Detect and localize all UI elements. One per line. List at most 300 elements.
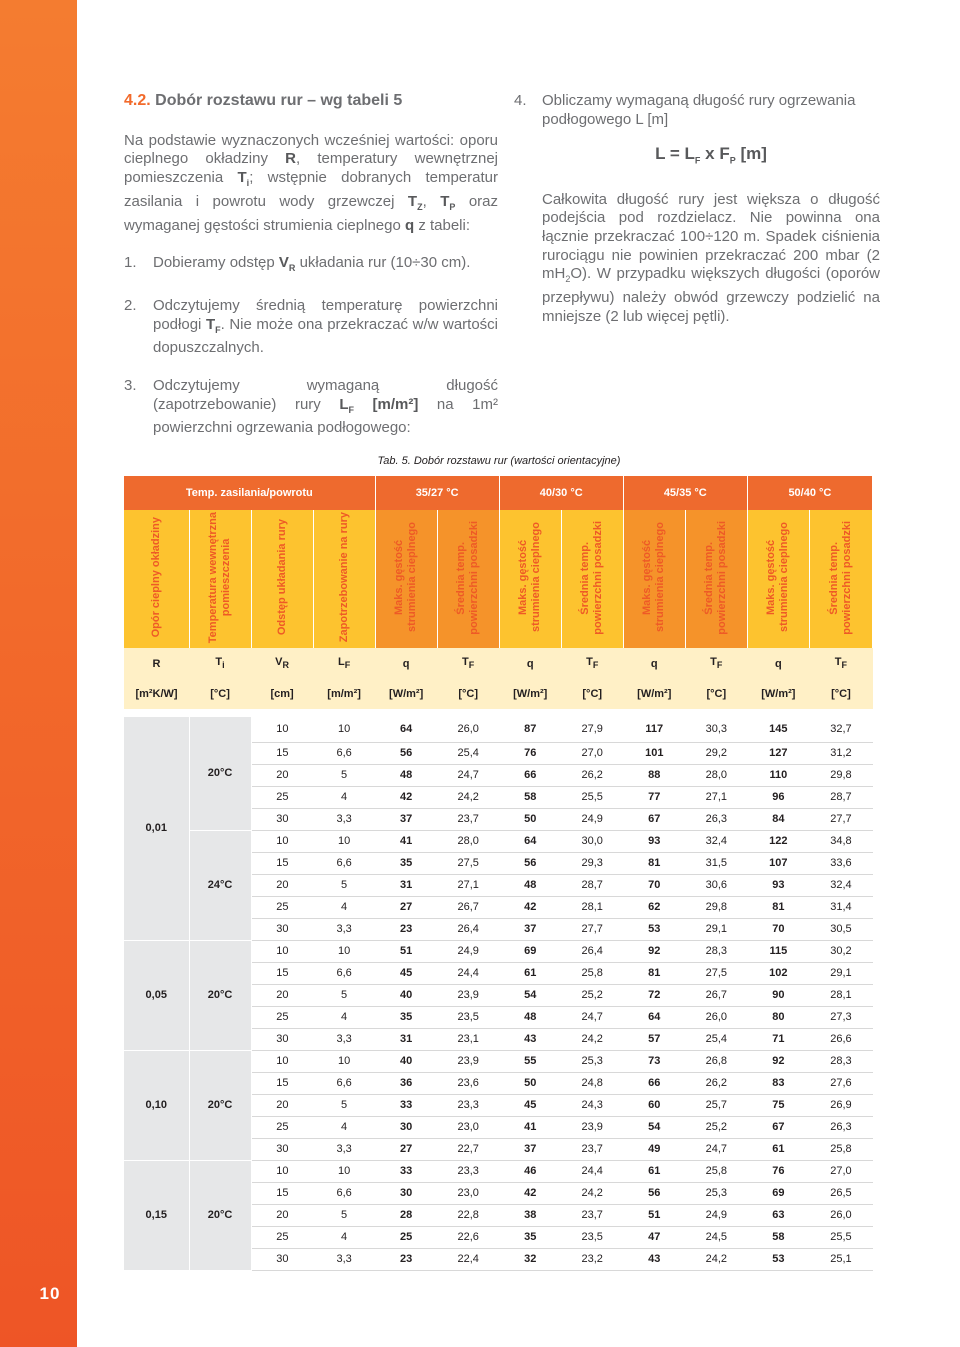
data-cell: 25	[375, 1226, 437, 1248]
resistance-group-cell: 0,01	[124, 717, 189, 940]
data-cell: 6,6	[313, 1072, 375, 1094]
symbol-cell: q	[375, 648, 437, 679]
data-cell: 23,0	[437, 1116, 499, 1138]
data-cell: 56	[499, 852, 561, 874]
data-cell: 25	[251, 1116, 313, 1138]
data-cell: 26,0	[809, 1204, 872, 1226]
data-cell: 22,8	[437, 1204, 499, 1226]
data-cell: 61	[747, 1138, 809, 1160]
data-cell: 10	[251, 1160, 313, 1182]
data-cell: 26,2	[561, 764, 623, 786]
length-formula: $L = L_F$ x $F_P$ [m]	[655, 144, 767, 166]
data-cell: 61	[623, 1160, 685, 1182]
section-title	[124, 92, 498, 111]
data-cell: 26,6	[809, 1028, 872, 1050]
resistance-group-cell: 0,15	[124, 1160, 189, 1270]
data-cell: 42	[375, 786, 437, 808]
header-temp-regime: 35/27 °C	[375, 476, 499, 510]
data-cell: 122	[747, 830, 809, 852]
unit-cell: [W/m²]	[375, 679, 437, 709]
data-cell: 32,7	[809, 717, 872, 742]
symbol-cell: R	[124, 648, 189, 679]
data-cell: 72	[623, 984, 685, 1006]
data-cell: 20	[251, 1204, 313, 1226]
data-cell: 27,1	[437, 874, 499, 896]
data-cell: 32,4	[809, 874, 872, 896]
symbol-cell: q	[747, 648, 809, 679]
data-cell: 25	[251, 786, 313, 808]
unit-cell: [°C]	[437, 679, 499, 709]
data-cell: 28,1	[809, 984, 872, 1006]
data-cell: 23,3	[437, 1094, 499, 1116]
data-cell: 96	[747, 786, 809, 808]
data-cell: 127	[747, 742, 809, 764]
data-cell: 70	[623, 874, 685, 896]
list-item-2: 2. Odczytujemy średnią temperaturę powierzchni podłogi $T_F$. Nie może ona przekraczać w/w wartości dopuszczalnych.	[124, 296, 499, 357]
data-cell: 26,5	[809, 1182, 872, 1204]
data-cell: 47	[623, 1226, 685, 1248]
data-cell: 3,3	[313, 1138, 375, 1160]
column-header-label: Średnia temp. powierzchni posadzki	[455, 520, 481, 635]
data-cell: 23,0	[437, 1182, 499, 1204]
data-cell: 6,6	[313, 1182, 375, 1204]
data-cell: 48	[499, 1006, 561, 1028]
data-cell: 27,5	[437, 852, 499, 874]
data-cell: 76	[499, 742, 561, 764]
data-cell: 28	[375, 1204, 437, 1226]
data-cell: 26,3	[685, 808, 747, 830]
data-cell: 27,7	[809, 808, 872, 830]
data-cell: 48	[499, 874, 561, 896]
data-cell: 3,3	[313, 918, 375, 940]
unit-cell: [cm]	[251, 679, 313, 709]
data-cell: 40	[375, 1050, 437, 1072]
data-cell: 26,4	[437, 918, 499, 940]
data-cell: 46	[499, 1160, 561, 1182]
pipe-spacing-table	[124, 476, 873, 1271]
data-cell: 28,3	[809, 1050, 872, 1072]
data-cell: 53	[747, 1248, 809, 1270]
column-header	[747, 510, 809, 648]
data-cell: 25,1	[809, 1248, 872, 1270]
data-cell: 30	[251, 1248, 313, 1270]
section-title-text: Dobór rozstawu rur – wg tabeli 5	[150, 92, 403, 109]
data-cell: 20	[251, 764, 313, 786]
data-cell: 42	[499, 1182, 561, 1204]
data-cell: 25,4	[437, 742, 499, 764]
data-cell: 101	[623, 742, 685, 764]
data-cell: 10	[251, 940, 313, 962]
data-cell: 23,9	[561, 1116, 623, 1138]
data-cell: 23,5	[561, 1226, 623, 1248]
data-cell: 30	[375, 1116, 437, 1138]
symbol-cell: $L_F$	[313, 648, 375, 679]
data-cell: 15	[251, 852, 313, 874]
table-row	[124, 1160, 873, 1182]
data-cell: 27	[375, 1138, 437, 1160]
data-cell: 145	[747, 717, 809, 742]
data-cell: 30,5	[809, 918, 872, 940]
data-cell: 24,2	[561, 1182, 623, 1204]
data-cell: 40	[375, 984, 437, 1006]
data-cell: 66	[623, 1072, 685, 1094]
data-cell: 115	[747, 940, 809, 962]
data-cell: 25,8	[561, 962, 623, 984]
data-cell: 5	[313, 764, 375, 786]
data-cell: 23,9	[437, 1050, 499, 1072]
data-cell: 4	[313, 896, 375, 918]
data-cell: 29,8	[809, 764, 872, 786]
header-temp-regime: 40/30 °C	[499, 476, 623, 510]
column-header-label: Temperatura wewnętrzna pomieszczenia	[207, 511, 233, 644]
symbol-cell: q	[499, 648, 561, 679]
data-cell: 81	[623, 962, 685, 984]
data-cell: 76	[747, 1160, 809, 1182]
data-cell: 64	[623, 1006, 685, 1028]
column-header	[685, 510, 747, 648]
data-cell: 23	[375, 918, 437, 940]
data-cell: 26,7	[685, 984, 747, 1006]
data-cell: 27,6	[809, 1072, 872, 1094]
unit-cell: [m/m²]	[313, 679, 375, 709]
data-cell: 3,3	[313, 808, 375, 830]
column-header	[124, 510, 189, 648]
data-cell: 4	[313, 786, 375, 808]
data-cell: 29,3	[561, 852, 623, 874]
column-header	[499, 510, 561, 648]
data-cell: 3,3	[313, 1028, 375, 1050]
data-cell: 24,2	[685, 1248, 747, 1270]
section-number: 4.2.	[124, 92, 151, 109]
data-cell: 4	[313, 1006, 375, 1028]
room-temp-group-cell: 20°C	[189, 1160, 251, 1270]
unit-cell: [m²K/W]	[124, 679, 189, 709]
data-cell: 38	[499, 1204, 561, 1226]
data-cell: 24,2	[437, 786, 499, 808]
data-cell: 10	[251, 717, 313, 742]
intro-paragraph: Na podstawie wyznaczonych wcześniej wartości: oporu cieplnego okładziny R, temperatury wewnętrznej pomieszczenia $T_i$; wstępnie dobranych temperatur zasilania i powrotu wody grzewczej $T_Z$, $T_P$ oraz wymaganej gęstości strumienia cieplnego q z tabeli:	[124, 131, 498, 234]
column-header	[189, 510, 251, 648]
data-cell: 92	[747, 1050, 809, 1072]
room-temp-group-cell: 20°C	[189, 717, 251, 830]
data-cell: 117	[623, 717, 685, 742]
data-cell: 58	[499, 786, 561, 808]
data-cell: 10	[313, 940, 375, 962]
data-cell: 23,5	[437, 1006, 499, 1028]
data-cell: 51	[623, 1204, 685, 1226]
data-cell: 25,8	[809, 1138, 872, 1160]
data-cell: 15	[251, 1182, 313, 1204]
unit-cell: [°C]	[685, 679, 747, 709]
data-cell: 28,0	[437, 830, 499, 852]
data-cell: 64	[375, 717, 437, 742]
data-cell: 24,2	[561, 1028, 623, 1050]
data-cell: 4	[313, 1116, 375, 1138]
data-cell: 26,2	[685, 1072, 747, 1094]
column-header-label: Średnia temp. powierzchni posadzki	[703, 520, 729, 635]
data-cell: 37	[499, 918, 561, 940]
symbol-cell: $T_F$	[809, 648, 872, 679]
table-caption: Tab. 5. Dobór rozstawu rur (wartości orientacyjne)	[377, 455, 621, 467]
data-cell: 24,5	[685, 1226, 747, 1248]
data-cell: 25	[251, 1006, 313, 1028]
data-cell: 54	[499, 984, 561, 1006]
data-cell: 67	[623, 808, 685, 830]
data-cell: 24,7	[685, 1138, 747, 1160]
data-cell: 4	[313, 1226, 375, 1248]
data-cell: 31	[375, 874, 437, 896]
data-cell: 27,1	[685, 786, 747, 808]
data-cell: 27,0	[809, 1160, 872, 1182]
data-cell: 58	[747, 1226, 809, 1248]
header-supply-return-label: Temp. zasilania/powrotu	[124, 476, 375, 510]
data-cell: 29,8	[685, 896, 747, 918]
data-cell: 27,7	[561, 918, 623, 940]
column-header	[251, 510, 313, 648]
room-temp-group-cell: 20°C	[189, 940, 251, 1050]
data-cell: 30,0	[561, 830, 623, 852]
data-cell: 6,6	[313, 962, 375, 984]
data-cell: 25,5	[809, 1226, 872, 1248]
list-item-4: 4. Obliczamy wymaganą długość rury ogrzewania podłogowego L [m]	[514, 92, 856, 128]
symbol-cell: q	[623, 648, 685, 679]
data-cell: 26,4	[561, 940, 623, 962]
data-cell: 61	[499, 962, 561, 984]
data-cell: 45	[499, 1094, 561, 1116]
data-cell: 15	[251, 962, 313, 984]
data-cell: 6,6	[313, 852, 375, 874]
data-cell: 5	[313, 1094, 375, 1116]
column-header-label: Odstęp układania rury	[275, 519, 288, 636]
data-cell: 27,3	[809, 1006, 872, 1028]
data-cell: 30	[251, 918, 313, 940]
data-cell: 41	[375, 830, 437, 852]
data-cell: 35	[375, 1006, 437, 1028]
data-cell: 22,4	[437, 1248, 499, 1270]
data-cell: 20	[251, 984, 313, 1006]
data-cell: 35	[375, 852, 437, 874]
table-row	[124, 830, 873, 852]
data-cell: 71	[747, 1028, 809, 1050]
data-cell: 64	[499, 830, 561, 852]
data-cell: 23,2	[561, 1248, 623, 1270]
column-header	[313, 510, 375, 648]
data-cell: 25,8	[685, 1160, 747, 1182]
data-cell: 31	[375, 1028, 437, 1050]
data-cell: 84	[747, 808, 809, 830]
column-header-label: Maks. gęstość strumienia cieplnego	[765, 522, 791, 633]
data-cell: 42	[499, 896, 561, 918]
data-cell: 28,7	[809, 786, 872, 808]
header-temp-regime: 45/35 °C	[623, 476, 747, 510]
data-cell: 50	[499, 808, 561, 830]
data-cell: 30,3	[685, 717, 747, 742]
column-header-label: Maks. gęstość strumienia cieplnego	[641, 522, 667, 633]
data-cell: 43	[623, 1248, 685, 1270]
data-cell: 62	[623, 896, 685, 918]
data-cell: 90	[747, 984, 809, 1006]
unit-cell: [°C]	[189, 679, 251, 709]
data-cell: 20	[251, 1094, 313, 1116]
data-cell: 26,9	[809, 1094, 872, 1116]
column-header-label: Średnia temp. powierzchni posadzki	[579, 520, 605, 635]
data-cell: 29,1	[685, 918, 747, 940]
data-cell: 25,7	[685, 1094, 747, 1116]
column-header-label: Średnia temp. powierzchni posadzki	[827, 520, 853, 635]
data-cell: 25,2	[685, 1116, 747, 1138]
data-cell: 93	[623, 830, 685, 852]
data-cell: 81	[747, 896, 809, 918]
data-cell: 6,6	[313, 742, 375, 764]
data-cell: 24,4	[437, 962, 499, 984]
table-row	[124, 717, 873, 742]
data-cell: 25,5	[561, 786, 623, 808]
data-cell: 25	[251, 896, 313, 918]
data-cell: 23,9	[437, 984, 499, 1006]
data-cell: 27,5	[685, 962, 747, 984]
data-cell: 24,7	[561, 1006, 623, 1028]
data-cell: 49	[623, 1138, 685, 1160]
data-cell: 37	[375, 808, 437, 830]
data-cell: 15	[251, 1072, 313, 1094]
data-cell: 25,2	[561, 984, 623, 1006]
symbol-cell: $V_R$	[251, 648, 313, 679]
data-cell: 24,8	[561, 1072, 623, 1094]
data-cell: 29,2	[685, 742, 747, 764]
data-cell: 73	[623, 1050, 685, 1072]
data-cell: 37	[499, 1138, 561, 1160]
data-cell: 28,7	[561, 874, 623, 896]
data-cell: 25	[251, 1226, 313, 1248]
data-cell: 66	[499, 764, 561, 786]
data-cell: 80	[747, 1006, 809, 1028]
data-cell: 54	[623, 1116, 685, 1138]
data-cell: 77	[623, 786, 685, 808]
column-header-label: Zapotrzebowanie na rury	[337, 512, 350, 643]
data-cell: 28,3	[685, 940, 747, 962]
data-cell: 29,1	[809, 962, 872, 984]
data-cell: 30	[251, 1028, 313, 1050]
data-cell: 33,6	[809, 852, 872, 874]
data-cell: 28,0	[685, 764, 747, 786]
data-cell: 30	[375, 1182, 437, 1204]
data-cell: 81	[623, 852, 685, 874]
page-number: 10	[39, 1284, 61, 1303]
symbol-cell: $T_F$	[437, 648, 499, 679]
data-cell: 24,7	[437, 764, 499, 786]
data-cell: 5	[313, 1204, 375, 1226]
data-cell: 51	[375, 940, 437, 962]
data-cell: 93	[747, 874, 809, 896]
data-cell: 24,9	[561, 808, 623, 830]
data-cell: 27	[375, 896, 437, 918]
data-cell: 23,1	[437, 1028, 499, 1050]
column-header	[375, 510, 437, 648]
unit-cell: [°C]	[809, 679, 872, 709]
spacer-row	[124, 709, 873, 717]
data-cell: 26,7	[437, 896, 499, 918]
data-cell: 5	[313, 874, 375, 896]
unit-cell: [W/m²]	[499, 679, 561, 709]
list-item-1: 1. Dobieramy odstęp $V_R$ układania rur (10÷30 cm).	[124, 254, 471, 274]
left-column	[124, 92, 498, 457]
data-cell: 55	[499, 1050, 561, 1072]
column-header	[623, 510, 685, 648]
column-header	[561, 510, 623, 648]
data-cell: 57	[623, 1028, 685, 1050]
data-cell: 45	[375, 962, 437, 984]
table-row	[124, 940, 873, 962]
data-cell: 34,8	[809, 830, 872, 852]
data-cell: 53	[623, 918, 685, 940]
symbol-cell: $T_F$	[685, 648, 747, 679]
column-header	[809, 510, 872, 648]
data-cell: 30,2	[809, 940, 872, 962]
data-cell: 20	[251, 874, 313, 896]
data-cell: 63	[747, 1204, 809, 1226]
data-cell: 10	[251, 1050, 313, 1072]
right-column	[514, 92, 880, 326]
data-cell: 3,3	[313, 1248, 375, 1270]
data-cell: 33	[375, 1160, 437, 1182]
data-cell: 23,6	[437, 1072, 499, 1094]
symbol-cell: $T_i$	[189, 648, 251, 679]
column-header-label: Opór cieplny okładziny	[149, 517, 162, 638]
data-cell: 28,1	[561, 896, 623, 918]
unit-cell: [W/m²]	[747, 679, 809, 709]
data-cell: 26,3	[809, 1116, 872, 1138]
data-cell: 25,3	[685, 1182, 747, 1204]
side-accent-bar	[0, 0, 77, 1347]
data-cell: 24,9	[437, 940, 499, 962]
data-cell: 31,4	[809, 896, 872, 918]
data-cell: 27,0	[561, 742, 623, 764]
data-cell: 23	[375, 1248, 437, 1270]
data-cell: 26,8	[685, 1050, 747, 1072]
data-cell: 102	[747, 962, 809, 984]
data-cell: 15	[251, 742, 313, 764]
room-temp-group-cell: 20°C	[189, 1050, 251, 1160]
data-cell: 10	[313, 1050, 375, 1072]
data-cell: 30	[251, 1138, 313, 1160]
column-header-label: Maks. gęstość strumienia cieplnego	[393, 522, 419, 633]
data-cell: 26,0	[437, 717, 499, 742]
data-cell: 56	[623, 1182, 685, 1204]
data-cell: 24,9	[685, 1204, 747, 1226]
data-cell: 69	[747, 1182, 809, 1204]
data-cell: 25,4	[685, 1028, 747, 1050]
data-cell: 50	[499, 1072, 561, 1094]
list-item-3: 3. Odczytujemy wymaganą długość (zapotrzebowanie) rury $L_F$ [m/m²] na 1m² powierzchni ogrzewania podłogowego:	[124, 377, 498, 437]
data-cell: 30,6	[685, 874, 747, 896]
unit-cell: [°C]	[561, 679, 623, 709]
table-row	[124, 1050, 873, 1072]
data-cell: 24,3	[561, 1094, 623, 1116]
data-cell: 23,7	[561, 1138, 623, 1160]
data-cell: 36	[375, 1072, 437, 1094]
data-cell: 67	[747, 1116, 809, 1138]
header-temp-regime: 50/40 °C	[747, 476, 872, 510]
data-cell: 30	[251, 808, 313, 830]
data-cell: 24,4	[561, 1160, 623, 1182]
data-cell: 10	[313, 830, 375, 852]
data-cell: 26,0	[685, 1006, 747, 1028]
room-temp-group-cell: 24°C	[189, 830, 251, 940]
data-cell: 87	[499, 717, 561, 742]
data-cell: 22,7	[437, 1138, 499, 1160]
column-header	[437, 510, 499, 648]
data-cell: 48	[375, 764, 437, 786]
